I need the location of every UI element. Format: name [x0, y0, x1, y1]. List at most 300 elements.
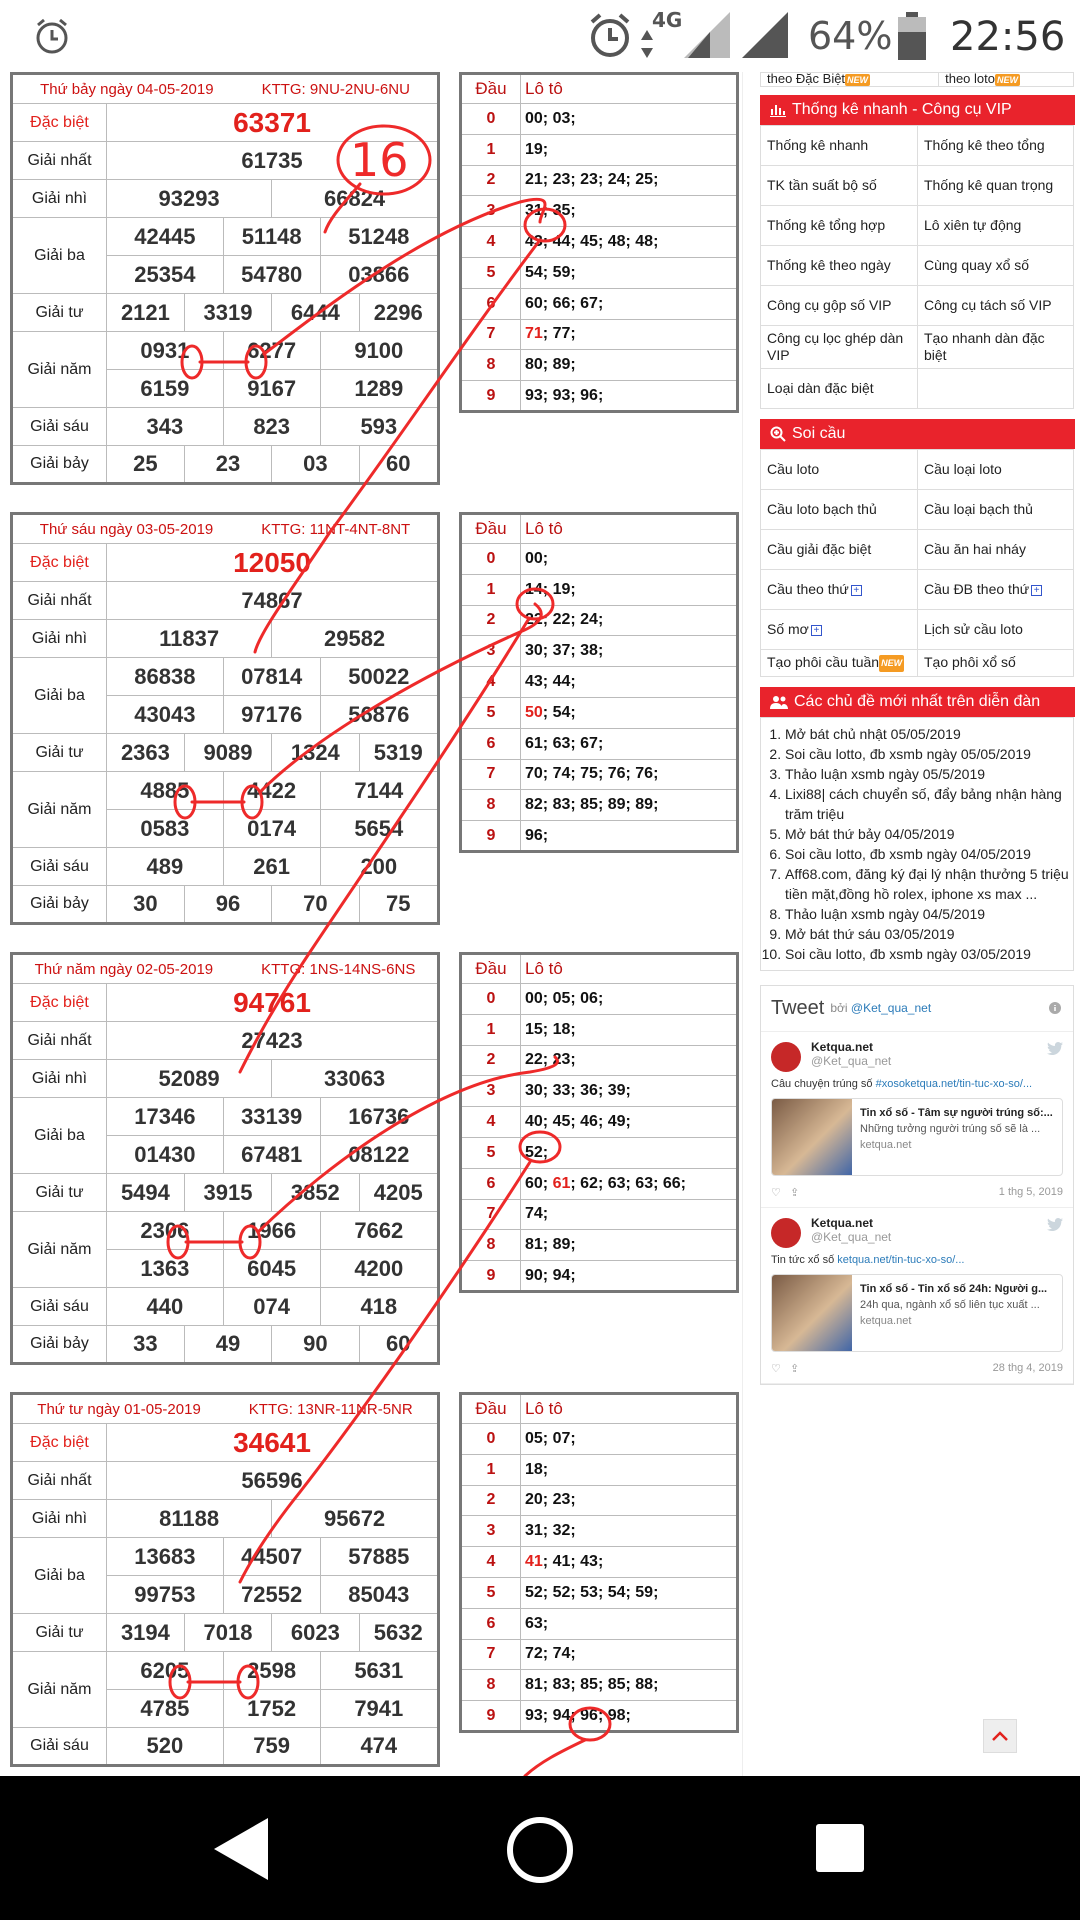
column-divider [742, 72, 743, 1776]
prize-number: 60 [359, 446, 438, 484]
prize-number: 75 [359, 886, 439, 924]
soi-cau-link[interactable]: Cầu loại bạch thủ [918, 490, 1074, 530]
tweet-item[interactable]: Ketqua.net @Ket_qua_net Tin tức xổ số ketqua.net/tin-tuc-xo-so/... Tin xổ số - Tin xổ số 24h: Người g... 24h qua, ngành xổ số liên tục xuất ... ketqua.net ♡ ⇪ 28 thg 4, 2019 [761, 1208, 1073, 1384]
loto-values: 00; 03; [521, 104, 738, 135]
forum-topic-link[interactable]: 5. Mở bát thứ bảy 04/05/2019 [785, 824, 1069, 844]
soi-cau-section-header: Soi cầu [760, 419, 1075, 449]
loto-head-digit: 8 [461, 350, 521, 381]
prize-number: 34641 [107, 1424, 439, 1462]
loto-row [461, 697, 738, 728]
prize-label: Giải sáu [12, 1728, 107, 1766]
loto-row [461, 1454, 738, 1485]
kttg-code: KTTG: 11NT-4NT-8NT [261, 520, 411, 538]
link-theo-dac-biet[interactable]: theo Đặc Biệt NEW [761, 73, 939, 87]
prize-number: 51248 [320, 218, 438, 256]
loto-values: 18; [521, 1454, 738, 1485]
loto-values: 43; 44; 45; 48; 48; [521, 227, 738, 258]
loto-row [461, 1137, 738, 1168]
loto-row [461, 759, 738, 790]
vip-link[interactable]: Công cụ tách số VIP [918, 286, 1074, 326]
twitter-widget [760, 985, 1074, 1385]
prize-number: 86838 [107, 658, 224, 696]
loto-row [461, 196, 738, 227]
loto-head-digit: 3 [461, 636, 521, 667]
loto-head-digit: 3 [461, 1516, 521, 1547]
loto-row [461, 227, 738, 258]
prize-number: 5631 [320, 1652, 438, 1690]
forum-topic-link[interactable]: 6. Soi cầu lotto, đb xsmb ngày 04/05/2019 [785, 844, 1069, 864]
back-button[interactable] [214, 1818, 270, 1880]
battery-percent: 64% [808, 14, 893, 58]
forum-topic-link[interactable]: 9. Mở bát thứ sáu 03/05/2019 [785, 924, 1069, 944]
plus-icon: + [851, 585, 862, 596]
loto-values: 93; 93; 96; [521, 381, 738, 412]
prize-label: Giải nhì [12, 1500, 107, 1538]
vip-link[interactable]: Thống kê nhanh [761, 126, 918, 166]
prize-number: 3194 [107, 1614, 185, 1652]
loto-values: 81; 83; 85; 85; 88; [521, 1670, 738, 1701]
prize-label: Giải nhất [12, 142, 107, 180]
prize-number: 2363 [107, 734, 185, 772]
loto-head-digit: 2 [461, 1485, 521, 1516]
loto-head-digit: 5 [461, 697, 521, 728]
loto-values: 05; 07; [521, 1424, 738, 1455]
prize-number: 823 [223, 408, 320, 446]
loto-values: 60; 61; 62; 63; 63; 66; [521, 1168, 738, 1199]
prize-number: 13683 [107, 1538, 224, 1576]
forum-list [760, 717, 1074, 971]
loto-values: 22; 22; 24; [521, 605, 738, 636]
loto-values: 20; 23; [521, 1485, 738, 1516]
loto-head-digit: 0 [461, 984, 521, 1015]
prize-label: Giải nhì [12, 1060, 107, 1098]
forum-topic-link[interactable]: 7. Aff68.com, đăng ký đại lý nhận thưởng 5 triệu tiền mặt,đồng hồ rolex, iphone xs max ... [785, 864, 1069, 904]
prize-number: 44507 [223, 1538, 320, 1576]
prize-number: 6159 [107, 370, 224, 408]
loto-head-loto: Lô tô [521, 954, 738, 984]
prize-number: 54780 [223, 256, 320, 294]
link-theo-loto[interactable]: theo loto NEW [939, 73, 1074, 87]
prize-number: 3852 [272, 1174, 359, 1212]
vip-link[interactable]: Thống kê theo ngày [761, 246, 918, 286]
prize-number: 6023 [272, 1614, 359, 1652]
loto-values: 82; 83; 85; 89; 89; [521, 790, 738, 821]
prize-number: 7144 [320, 772, 438, 810]
sidebar [760, 72, 1075, 1385]
loto-values: 90; 94; [521, 1261, 738, 1292]
prize-label: Giải năm [12, 772, 107, 848]
tweet-card-image [772, 1099, 852, 1176]
prize-number: 60 [359, 1326, 439, 1364]
loto-values: 54; 59; [521, 257, 738, 288]
home-button[interactable] [506, 1816, 574, 1884]
loto-row [461, 1076, 738, 1107]
loto-row [461, 790, 738, 821]
result-table [10, 952, 440, 1365]
loto-values: 74; [521, 1199, 738, 1230]
loto-head-digit: 6 [461, 1608, 521, 1639]
prize-number: 7662 [320, 1212, 438, 1250]
tweet-date: 1 thg 5, 2019 [998, 1185, 1063, 1198]
loto-head-digit: 1 [461, 134, 521, 165]
prize-label: Giải ba [12, 218, 107, 294]
loto-row [461, 104, 738, 135]
loto-values: 41; 41; 43; [521, 1547, 738, 1578]
prize-number: 85043 [320, 1576, 438, 1614]
prize-number: 25 [107, 446, 185, 484]
prize-number: 51148 [223, 218, 320, 256]
loto-row [461, 1230, 738, 1261]
status-bar [0, 0, 1080, 72]
soi-cau-link[interactable]: Tạo phôi xổ số [918, 650, 1074, 677]
loto-values: 52; 52; 53; 54; 59; [521, 1577, 738, 1608]
soi-cau-link[interactable]: Cầu theo thứ + [761, 570, 918, 610]
loto-table [459, 72, 739, 413]
tweet-card-image [772, 1275, 852, 1352]
prize-number: 1363 [107, 1250, 224, 1288]
prize-label: Giải bảy [12, 446, 107, 484]
prize-number: 29582 [272, 620, 439, 658]
loto-row [461, 1701, 738, 1732]
prize-label: Giải sáu [12, 408, 107, 446]
prize-label: Giải ba [12, 658, 107, 734]
loto-head-digit: 2 [461, 165, 521, 196]
prize-number: 63371 [107, 104, 439, 142]
loto-row [461, 984, 738, 1015]
loto-head-digit: 2 [461, 605, 521, 636]
prize-number: 43043 [107, 696, 224, 734]
prize-number: 2121 [107, 294, 185, 332]
loto-head-digit: 6 [461, 728, 521, 759]
loto-table [459, 952, 739, 1293]
prize-number: 9089 [184, 734, 271, 772]
loto-row [461, 288, 738, 319]
vip-link[interactable]: Thống kê tổng hợp [761, 206, 918, 246]
prize-number: 66824 [272, 180, 439, 218]
prize-number: 9167 [223, 370, 320, 408]
loto-row [461, 1608, 738, 1639]
alarm-icon [32, 16, 72, 56]
loto-head-digit: 0 [461, 1424, 521, 1455]
prize-label: Giải tư [12, 294, 107, 332]
loto-row [461, 1199, 738, 1230]
prize-number: 5632 [359, 1614, 438, 1652]
prize-number: 4200 [320, 1250, 438, 1288]
prize-label: Giải nhất [12, 1462, 107, 1500]
prize-number: 52089 [107, 1060, 272, 1098]
vip-link [918, 369, 1074, 409]
prize-number: 33063 [272, 1060, 439, 1098]
loto-head-digit: 4 [461, 667, 521, 698]
prize-number: 343 [107, 408, 224, 446]
draw-date: Thứ bảy ngày 04-05-2019 [40, 80, 214, 98]
loto-values: 40; 45; 46; 49; [521, 1107, 738, 1138]
loto-row [461, 1045, 738, 1076]
avatar [771, 1042, 801, 1072]
prize-number: 593 [320, 408, 438, 446]
recents-button[interactable] [816, 1824, 864, 1872]
tweet-actions[interactable]: ♡ ⇪ [771, 1186, 800, 1199]
prize-label: Đặc biệt [12, 984, 107, 1022]
loto-head-digit: 6 [461, 288, 521, 319]
prize-number: 01430 [107, 1136, 224, 1174]
prize-number: 1324 [272, 734, 359, 772]
loto-values: 30; 37; 38; [521, 636, 738, 667]
twitter-bird-icon [1047, 1218, 1063, 1231]
loto-values: 43; 44; [521, 667, 738, 698]
loto-head-digit: 6 [461, 1168, 521, 1199]
prize-number: 90 [272, 1326, 359, 1364]
forum-section-header: Các chủ đề mới nhất trên diễn đàn [760, 687, 1075, 717]
prize-number: 56876 [320, 696, 438, 734]
prize-label: Giải tư [12, 1174, 107, 1212]
vip-link[interactable]: Tạo nhanh dàn đặc biệt [918, 326, 1074, 369]
signal-icon [684, 12, 730, 58]
loto-row [461, 728, 738, 759]
vip-link[interactable]: TK tần suất bộ số [761, 166, 918, 206]
loto-row [461, 1014, 738, 1045]
loto-row [461, 381, 738, 412]
prize-number: 261 [223, 848, 320, 886]
prize-number: 25354 [107, 256, 224, 294]
loto-table [459, 1392, 739, 1733]
prize-number: 97176 [223, 696, 320, 734]
tweet-date: 28 thg 4, 2019 [992, 1361, 1063, 1374]
loto-row [461, 350, 738, 381]
chart-icon [770, 103, 786, 117]
forum-topic-link[interactable]: 2. Soi cầu lotto, đb xsmb ngày 05/05/2019 [785, 744, 1069, 764]
loto-values: 60; 66; 67; [521, 288, 738, 319]
prize-number: 418 [320, 1288, 438, 1326]
prize-label: Giải sáu [12, 848, 107, 886]
loto-head-digit: 2 [461, 1045, 521, 1076]
kttg-code: KTTG: 1NS-14NS-6NS [261, 960, 416, 978]
data-arrows-icon [640, 30, 654, 58]
loto-row [461, 1424, 738, 1455]
loto-head-digit: 0 [461, 544, 521, 575]
loto-row [461, 165, 738, 196]
prize-number: 6277 [223, 332, 320, 370]
loto-row [461, 257, 738, 288]
prize-number: 074 [223, 1288, 320, 1326]
prize-label: Đặc biệt [12, 104, 107, 142]
soi-cau-link[interactable]: Cầu loại loto [918, 450, 1074, 490]
forum-topic-link[interactable]: 3. Thảo luận xsmb ngày 05/5/2019 [785, 764, 1069, 784]
prize-number: 67481 [223, 1136, 320, 1174]
alarm-clock-icon [588, 12, 632, 60]
loto-head-digit: 3 [461, 1076, 521, 1107]
loto-row [461, 1670, 738, 1701]
loto-head-digit: 8 [461, 1670, 521, 1701]
prize-number: 99753 [107, 1576, 224, 1614]
prize-number: 27423 [107, 1022, 439, 1060]
info-icon[interactable] [1049, 1002, 1061, 1014]
prize-label: Giải nhất [12, 1022, 107, 1060]
users-icon [770, 695, 788, 709]
forum-topic-link[interactable]: 1. Mở bát chủ nhật 05/05/2019 [785, 724, 1069, 744]
tweet-link[interactable]: ketqua.net/tin-tuc-xo-so/... [837, 1253, 965, 1266]
loto-head-digit: 7 [461, 1199, 521, 1230]
loto-values: 72; 74; [521, 1639, 738, 1670]
loto-head-digit: 9 [461, 821, 521, 852]
prize-number: 4885 [107, 772, 224, 810]
loto-head-digit: 5 [461, 1577, 521, 1608]
prize-number: 2306 [107, 1212, 224, 1250]
draw-date: Thứ năm ngày 02-05-2019 [34, 960, 214, 978]
prize-label: Giải tư [12, 1614, 107, 1652]
forum-topic-link[interactable]: 4. Lixi88| cách chuyển số, đẩy bảng nhận hàng trăm triệu [785, 784, 1069, 824]
prize-number: 440 [107, 1288, 224, 1326]
loto-head-digit: 9 [461, 1701, 521, 1732]
prize-number: 33139 [223, 1098, 320, 1136]
loto-row [461, 1261, 738, 1292]
prize-label: Đặc biệt [12, 1424, 107, 1462]
loto-values: 22; 23; [521, 1045, 738, 1076]
draw-date: Thứ tư ngày 01-05-2019 [37, 1400, 201, 1418]
scroll-top-button[interactable] [983, 1719, 1017, 1753]
page-content [0, 72, 1080, 1776]
loto-values: 50; 54; [521, 697, 738, 728]
loto-head-digit: 5 [461, 1137, 521, 1168]
prize-number: 6205 [107, 1652, 224, 1690]
loto-head-digit: 7 [461, 319, 521, 350]
loto-head-digit: 9 [461, 381, 521, 412]
loto-row [461, 134, 738, 165]
prize-label: Giải bảy [12, 886, 107, 924]
tweet-actions[interactable]: ♡ ⇪ [771, 1362, 800, 1375]
tweet-link[interactable]: #xosoketqua.net/tin-tuc-xo-so/... [875, 1077, 1033, 1090]
loto-head-digit: 3 [461, 196, 521, 227]
prize-number: 74867 [107, 582, 439, 620]
loto-values: 93; 94; 96; 98; [521, 1701, 738, 1732]
soi-cau-link[interactable]: Cầu giải đặc biệt [761, 530, 918, 570]
loto-head-digit: 1 [461, 1454, 521, 1485]
loto-values: 80; 89; [521, 350, 738, 381]
loto-values: 21; 23; 23; 24; 25; [521, 165, 738, 196]
vip-link[interactable]: Cùng quay xổ số [918, 246, 1074, 286]
loto-head-digit: 7 [461, 1639, 521, 1670]
prize-number: 5319 [359, 734, 439, 772]
prize-number: 200 [320, 848, 438, 886]
vip-link[interactable]: Thống kê theo tổng [918, 126, 1074, 166]
loto-row [461, 1577, 738, 1608]
tweet-handle-link[interactable]: @Ket_qua_net [850, 1001, 932, 1016]
vip-link[interactable]: Công cụ gộp số VIP [761, 286, 918, 326]
prize-number: 11837 [107, 620, 272, 658]
prize-number: 08122 [320, 1136, 438, 1174]
loto-head-digit: 7 [461, 759, 521, 790]
prize-number: 474 [320, 1728, 438, 1766]
soi-cau-link[interactable]: Số mơ + [761, 610, 918, 650]
prize-number: 03866 [320, 256, 438, 294]
loto-row [461, 1639, 738, 1670]
prize-number: 4422 [223, 772, 320, 810]
prize-number: 61735 [107, 142, 439, 180]
loto-head-digit: 4 [461, 1547, 521, 1578]
tweet-title: Tweet [771, 996, 825, 1019]
prize-label: Giải năm [12, 1212, 107, 1288]
prize-label: Giải ba [12, 1538, 107, 1614]
chevron-up-icon [992, 1731, 1008, 1741]
vip-link[interactable]: Thống kê quan trọng [918, 166, 1074, 206]
loto-values: 31; 32; [521, 1516, 738, 1547]
loto-values: 63; [521, 1608, 738, 1639]
prize-number: 5654 [320, 810, 438, 848]
loto-row [461, 605, 738, 636]
prize-number: 7018 [184, 1614, 271, 1652]
plus-icon: + [811, 625, 822, 636]
prize-number: 9100 [320, 332, 438, 370]
prize-number: 4205 [359, 1174, 439, 1212]
soi-cau-link[interactable]: Cầu ĐB theo thứ + [918, 570, 1074, 610]
prize-label: Giải nhì [12, 620, 107, 658]
vip-link[interactable]: Công cụ lọc ghép dàn VIP [761, 326, 918, 369]
tweet-card[interactable]: Tin xổ số - Tâm sự người trúng số:... Những tưởng người trúng số sẽ là ... ketqua.net [771, 1098, 1063, 1176]
loto-head-digit: 0 [461, 104, 521, 135]
loto-row [461, 636, 738, 667]
prize-number: 49 [184, 1326, 271, 1364]
prize-number: 2598 [223, 1652, 320, 1690]
loto-head-digit: 4 [461, 227, 521, 258]
soi-cau-link[interactable]: Cầu ăn hai nháy [918, 530, 1074, 570]
prize-number: 3915 [184, 1174, 271, 1212]
prize-number: 95672 [272, 1500, 439, 1538]
prize-number: 96 [184, 886, 271, 924]
loto-head-digit: 4 [461, 1107, 521, 1138]
tweet-item[interactable]: Ketqua.net @Ket_qua_net Câu chuyện trúng số #xosoketqua.net/tin-tuc-xo-so/... Tin xổ số - Tâm sự người trúng số:... Những tưởng người trúng số sẽ là ... ketqua.net ♡ ⇪ 1 thg 5, 2019 [761, 1032, 1073, 1208]
prize-number: 42445 [107, 218, 224, 256]
loto-values: 52; [521, 1137, 738, 1168]
loto-values: 81; 89; [521, 1230, 738, 1261]
prize-number: 0583 [107, 810, 224, 848]
prize-number: 4785 [107, 1690, 224, 1728]
forum-topic-link[interactable]: 8. Thảo luận xsmb ngày 04/5/2019 [785, 904, 1069, 924]
prize-number: 16736 [320, 1098, 438, 1136]
loto-head-dau: Đầu [461, 74, 521, 104]
vip-section-header: Thống kê nhanh - Công cụ VIP [760, 95, 1075, 125]
tweet-by: bởi @Ket_qua_net [830, 1001, 932, 1016]
prize-number: 1752 [223, 1690, 320, 1728]
loto-values: 70; 74; 75; 76; 76; [521, 759, 738, 790]
soi-cau-link[interactable]: Cầu loto bạch thủ [761, 490, 918, 530]
loto-values: 15; 18; [521, 1014, 738, 1045]
loto-row [461, 1107, 738, 1138]
vip-link[interactable]: Loại dàn đặc biệt [761, 369, 918, 409]
soi-cau-link[interactable]: Lịch sử cầu loto [918, 610, 1074, 650]
prize-number: 17346 [107, 1098, 224, 1136]
loto-head-loto: Lô tô [521, 514, 738, 544]
soi-cau-link[interactable]: Tạo phôi cầu tuần NEW [761, 650, 918, 677]
prize-number: 12050 [107, 544, 439, 582]
loto-head-digit: 5 [461, 257, 521, 288]
prize-label: Giải năm [12, 332, 107, 408]
prize-number: 1289 [320, 370, 438, 408]
prize-label: Giải bảy [12, 1326, 107, 1364]
prize-number: 1966 [223, 1212, 320, 1250]
prize-number: 6444 [272, 294, 359, 332]
soi-cau-link[interactable]: Cầu loto [761, 450, 918, 490]
tweet-card[interactable]: Tin xổ số - Tin xổ số 24h: Người g... 24h qua, ngành xổ số liên tục xuất ... ketqua.net [771, 1274, 1063, 1352]
loto-head-digit: 1 [461, 574, 521, 605]
kttg-code: KTTG: 9NU-2NU-6NU [261, 80, 410, 98]
forum-topic-link[interactable]: 10. Soi cầu lotto, đb xsmb ngày 03/05/2019 [785, 944, 1069, 964]
loto-head-dau: Đầu [461, 1394, 521, 1424]
loto-row [461, 821, 738, 852]
vip-link[interactable]: Lô xiên tự động [918, 206, 1074, 246]
prize-number: 6045 [223, 1250, 320, 1288]
loto-values: 14; 19; [521, 574, 738, 605]
loto-head-loto: Lô tô [521, 74, 738, 104]
